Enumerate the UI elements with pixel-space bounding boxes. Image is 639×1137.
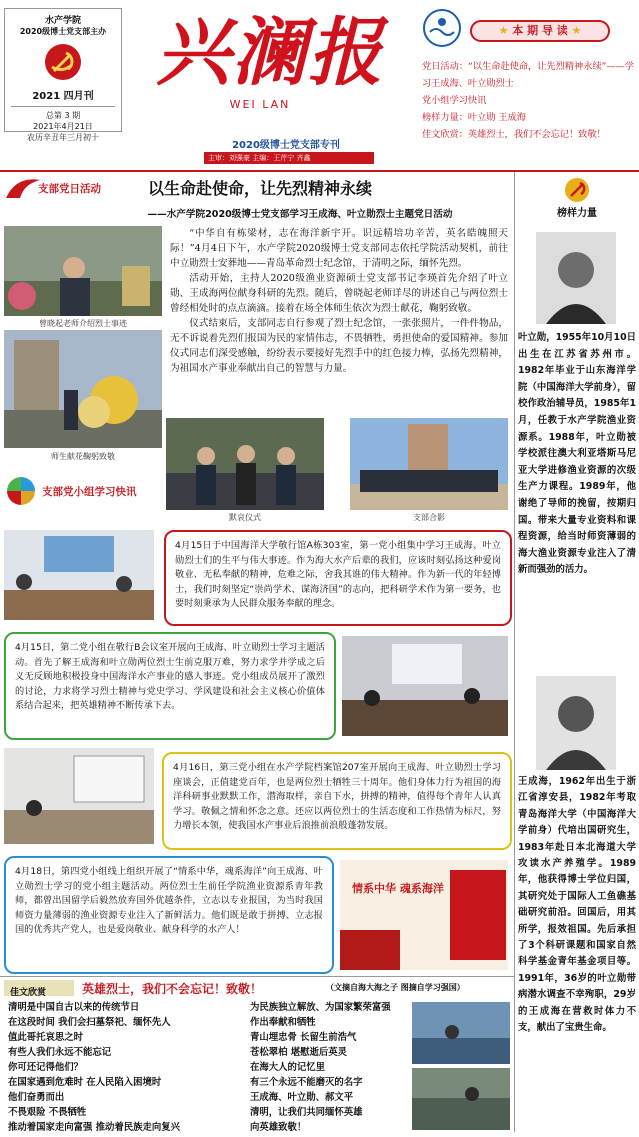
portrait-wang-chenghai	[536, 676, 616, 770]
article-para-2: 活动开始，主持人2020级渔业资源硕士党支部书记李瑛首先介绍了叶立勋、王成海两位献身科研的先烈。随后，曾晓起老师详尽的讲述自己与两位烈士曾经相处时的点点滴滴。接着在场全体师生依次为烈士献花，鞠躬致敬。	[170, 273, 508, 314]
party-day-article	[170, 226, 508, 376]
poem-line: 为民族独立解放、为国家繁荣富强	[250, 1002, 391, 1013]
group-news-badge-text: 支部党小组学习快讯	[42, 486, 137, 498]
guide-item-model: 榜样力量：叶立勋 王成海	[422, 112, 526, 123]
wang-chenghai-bio: 王成海，1962年出生于浙江省淳安县，1982年考取青岛海洋大学（中国海洋大学前身）代培出国研究生，1983年赴日本北海道大学攻读水产养殖学。1989年，他获得博士学位归国，其研究处于国际人工鱼礁基础研究前沿。回国后，用其所学，报效祖国。先后承担了3个科研课题和国家自然科学基金青年基金项目等。1991年，36岁的叶立勋带病潜水调查不幸殉职，29岁的王成海在营救时体力不支，献出了宝贵生命。	[518, 776, 636, 1034]
column-divider	[514, 172, 515, 1132]
star-icon: ★	[498, 24, 513, 37]
caption-teacher: 曾晓起老师介绍烈士事迹	[39, 319, 127, 328]
group-news-badge	[4, 474, 164, 508]
photo-group1-study	[4, 530, 154, 620]
guide-label-text: 本 期 导 读	[512, 24, 568, 37]
lunar-date: 农历辛丑年三月初十	[27, 133, 99, 142]
photo-group4-poster	[340, 860, 508, 970]
poem-line: 在这段时间 我们会扫墓祭祀、缅怀先人	[8, 1017, 171, 1028]
group3-box: 4月16日，第三党小组在水产学院档案馆207室开展向王成海、叶立勋烈士学习座谈会，正值建党百年，也是两位烈士牺牲三十周年。他们身体力行为祖国的海洋科研事业默默工作，潜海取样，亲自下水，拼搏的精神，值得每个青年人认真学习。敬佩之情和怀念之意。还应以两位烈士的生活态度和工作热情为标尺，努力增长本领，使我国水产事业后浪推前浪般蓬勃发展。	[162, 752, 512, 850]
poem-right-column	[250, 1000, 410, 1135]
article-para-1: “中华自有栋梁材，志在海洋新宇开。识远精培功辛苦，英名皓魄照天际！”4月4日下午，水产学院2020级博士党支部同志依托学院活动契机，前往中立勋烈士安葬地——青岛革命烈士纪念馆，于清明之际，缅怀先烈。	[170, 228, 508, 269]
poem-line: 在国家遇到危难时 在人民陷入困境时	[8, 1077, 162, 1088]
poem-left-column	[8, 1000, 240, 1135]
group1-box: 4月15日于中国海洋大学敬行馆A栋303室，第一党小组集中学习王成海、叶立勋烈士们的生平与伟大事迹。作为海大水产后辈的我们，应该时刻弘扬这种爱岗敬业、无私奉献的精神，危难之际，舍我其谁的伟大精神。作为新一代的年轻博士，我们时刻坚定“崇尚学术、谋海济国”的志向，把科研学术作为第一要务，也要时刻秉承为人民群众服务奉献的理念。	[164, 530, 512, 626]
photo-poem-2	[412, 1068, 510, 1130]
caption-tribute: 师生献花鞠躬致敬	[51, 452, 115, 461]
editors-bar: 主审：刘强豪 主编：王芹宁 齐鑫	[204, 152, 374, 164]
group2-box: 4月15日，第二党小组在敬行B会议室开展向王成海、叶立勋烈士学习主题活动。首先了解王成海和叶立勋两位烈士生前克服万难，努力求学并学成之后义无反顾地积极投身中国海洋水产事业的感人事迹。党小组成员展开了激烈的讨论，力求将学习烈士精神与党史学习、学风建设和社会主义核心价值体系结合起来，把英雄精神不断传承下去。	[4, 632, 336, 740]
poem-line: 作出奉献和牺牲	[250, 1017, 316, 1028]
guide-item-group: 党小组学习快讯	[422, 95, 487, 106]
poem-divider	[0, 976, 514, 977]
photo-teacher-speech	[4, 226, 162, 316]
party-day-headline: 以生命赴使命，让先烈精神永续	[147, 179, 372, 198]
university-logo-icon	[422, 8, 462, 48]
header-divider	[0, 170, 639, 172]
poem-title: 英雄烈士，我们不会忘记！致敬！	[82, 982, 263, 996]
publish-date: 2021年4月21日	[33, 122, 93, 131]
poem-line: 清明，让我们共同缅怀英雄	[250, 1107, 363, 1118]
guide-label	[470, 20, 610, 42]
party-day-badge-text: 支部党日活动	[38, 183, 101, 195]
poster-title: 情系中华 魂系海洋	[352, 882, 444, 895]
special-edition: 2020级博士党支部专刊	[232, 140, 340, 151]
poem-line: 青山埋忠骨 长留生前浩气	[250, 1032, 357, 1043]
guide-item-party-day: 党日活动：“以生命赴使命，让先烈精神永续”——学习王成海、叶立勋烈士	[422, 61, 634, 89]
party-emblem-icon	[40, 41, 86, 83]
poem-line: 有些人我们永远不能忘记	[8, 1047, 112, 1058]
photo-group2-meeting	[342, 636, 508, 736]
poem-line: 不畏艰险 不畏牺牲	[8, 1107, 87, 1118]
poem-line: 有三个永远不能磨灭的名字	[250, 1077, 363, 1088]
party-day-subhead: ——水产学院2020级博士党支部学习王成海、叶立勋烈士主题党日活动	[147, 209, 453, 220]
photo-silent-tribute	[166, 418, 324, 510]
masthead-org2: 2020级博士党支部主办	[19, 27, 107, 36]
poem-line: 在海大人的记忆里	[250, 1062, 326, 1073]
party-day-badge	[4, 176, 114, 202]
poem-line: 清明是中国自古以来的传统节日	[8, 1002, 140, 1013]
caption-silent: 默哀仪式	[229, 513, 261, 522]
photo-group	[350, 418, 508, 510]
photo-flower-tribute	[4, 330, 162, 448]
group4-box: 4月18日，第四党小组线上组织开展了“情系中华，魂系海洋”向王成海、叶立勋烈士学习的党小组主题活动。两位烈士生前任学院渔业资源系青年教师，都曾出国留学后毅然放弃国外优越条件，立志以专业报国，为当时我国师资力量薄弱的渔业资源专业注入了新鲜活力。他们既是敢于拼搏、立志报国的优秀共产党人，也是爱岗敬业、献身科学的水产人！	[4, 856, 334, 974]
poem-line: 王成海、叶立勋、郝文平	[250, 1092, 354, 1103]
title-pinyin: WEI LAN	[229, 98, 291, 111]
guide-item-poem: 佳文欣赏：英雄烈士，我们不会忘记！致敬！	[422, 129, 606, 140]
star-icon: ★	[567, 24, 582, 37]
masthead-org: 水产学院	[44, 16, 81, 26]
ye-lixun-bio: 叶立勋，1955年10月10日出生在江苏省苏州市。1982年毕业于山东海洋学院（中国海洋大学前身），留校作政治辅导员，1985年1月，任教于水产学院渔业资源系。1988年，叶立勋被学校派往澳大利亚塔斯马尼亚大学进修渔业资源的次级生产力课程。1989年，他谢绝了导师的挽留，按期归国。带来大量专业资料和课程资源，给当时师资薄弱的海大渔业资源专业注入了清新而强劲的活力。	[518, 332, 636, 576]
poem-line: 苍松翠柏 堪慰逝后英灵	[250, 1047, 348, 1058]
guide-list	[422, 58, 634, 143]
poem-label-text: 佳文欣赏	[10, 988, 47, 998]
issue-label: 2021 四月刊	[32, 91, 94, 102]
photo-group3-forum	[4, 748, 154, 844]
poem-source: （文摘自海大海之子 图摘自学习强国）	[326, 983, 465, 992]
poem-line: 他们奋勇而出	[8, 1092, 65, 1103]
poem-line: 推动着国家走向富强 推动着民族走向复兴	[8, 1122, 181, 1133]
poem-line: 你可还记得他们？	[8, 1062, 84, 1073]
masthead-left	[4, 8, 122, 142]
caption-group: 支部合影	[413, 513, 445, 522]
role-model-label: 榜样力量	[557, 208, 597, 219]
newspaper-title: 兴澜报	[156, 10, 384, 96]
portrait-ye-lixun	[536, 232, 616, 324]
photo-poem-1	[412, 1002, 510, 1064]
poem-label	[4, 980, 74, 996]
poem-line: 值此哥托哀思之时	[8, 1032, 84, 1043]
role-model-badge	[520, 176, 634, 228]
poem-line: 向英雄致敬！	[250, 1122, 307, 1133]
total-issue: 总第 3 期	[45, 111, 81, 120]
party-emblem-icon	[563, 176, 591, 204]
article-para-3: 仪式结束后，支部同志自行参观了烈士纪念馆，一张张照片，一件件物品，无不诉说着先烈们报国为民的家情伟志，不畏牺牲，勇担使命的爱国精神。参加仪式同志们深受感触，纷纷表示要接好先烈手中的红色接力棒，弘扬先烈精神，为祖国水产事业奉献出自己的智慧与力量。	[170, 318, 508, 374]
